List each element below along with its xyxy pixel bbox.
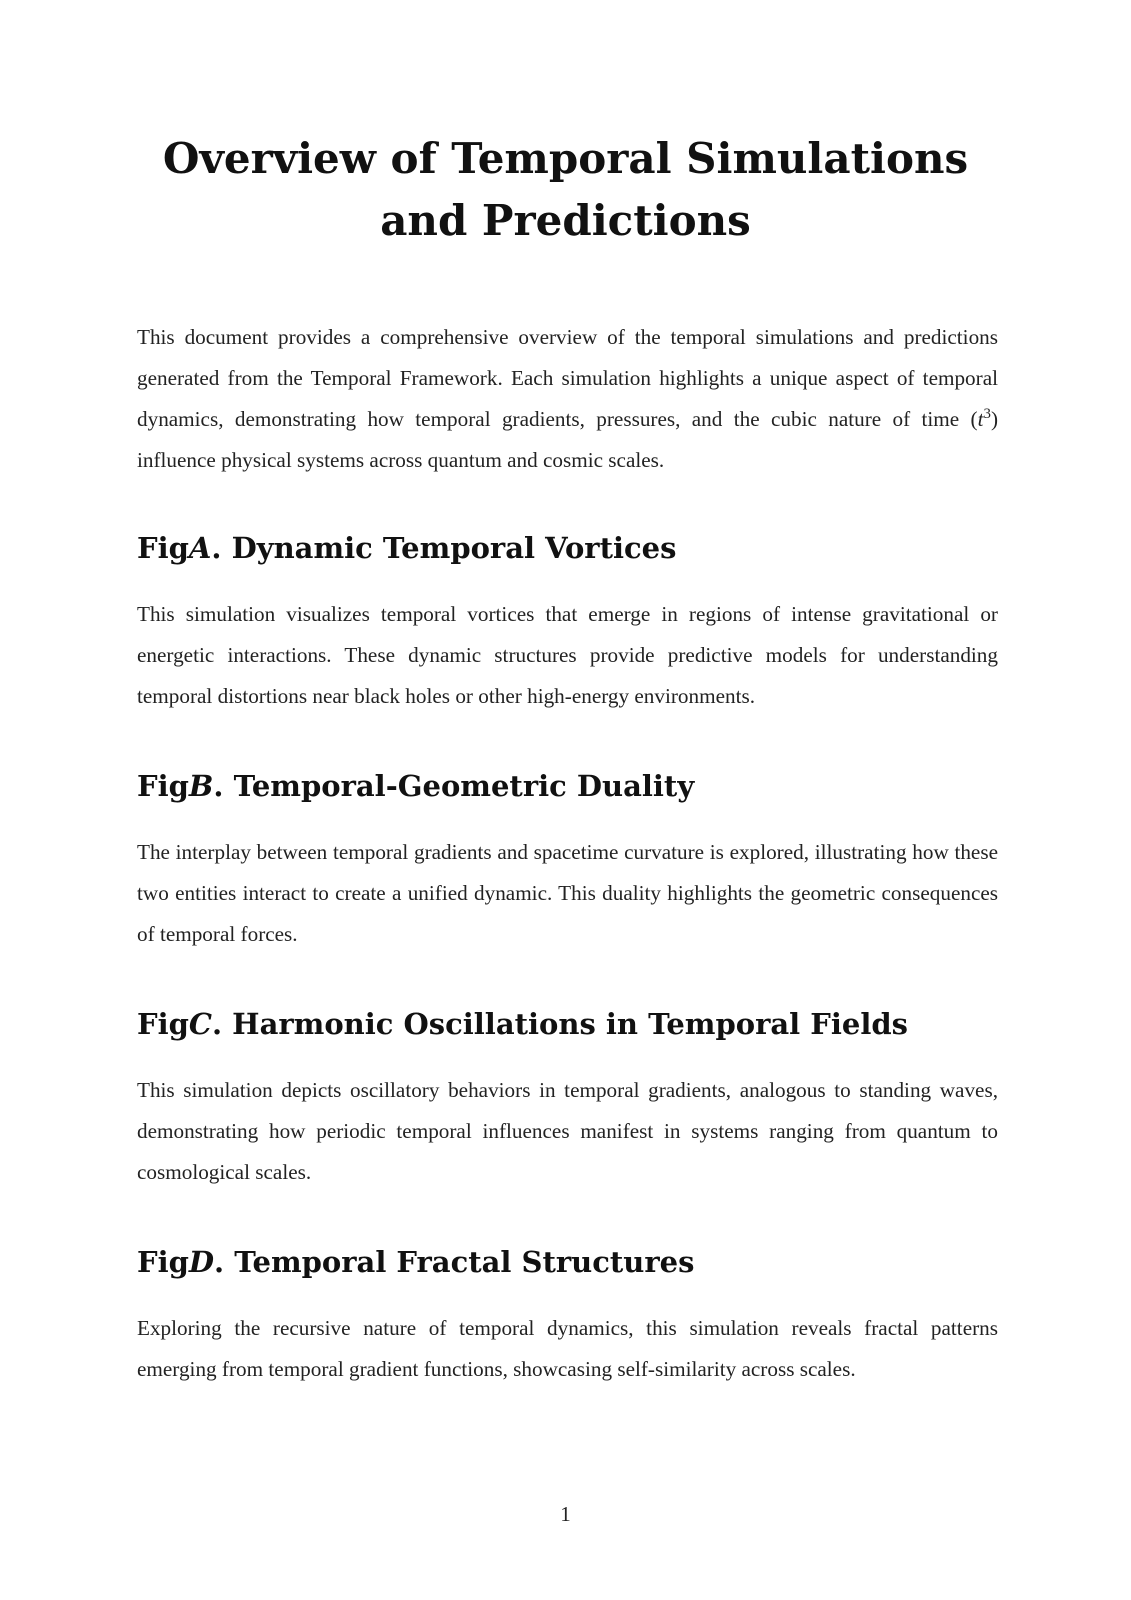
- page-number: 1: [560, 1502, 571, 1526]
- section-heading-fig-d: [137, 1242, 998, 1282]
- fig-prefix: Fig: [137, 1245, 189, 1279]
- section-body-fig-d: Exploring the recursive nature of temporal dynamics, this simulation reveals fractal patterns emerging from temporal gradient functions, showcasing self-similarity across scales.: [137, 1316, 998, 1381]
- fig-prefix: Fig: [137, 769, 189, 803]
- fig-letter: A: [188, 531, 212, 565]
- intro-text-before-math: This document provides a comprehensive overview of the temporal simulations and predictions generated from the Temporal Framework. Each simulation highlights a unique aspect of temporal dynamics, demonstrating how temporal gradients, pressures, and the cubic nature of time (: [137, 325, 998, 431]
- section-heading-fig-c: [137, 1004, 998, 1044]
- document-title: [100, 128, 1031, 252]
- section-title: . Temporal Fractal Structures: [214, 1245, 695, 1279]
- section-body-fig-b: The interplay between temporal gradients and spacetime curvature is explored, illustrating how these two entities interact to create a unified dynamic. This duality highlights the geometric consequences of temporal forces.: [137, 840, 998, 946]
- section-title: . Harmonic Oscillations in Temporal Fields: [211, 1007, 908, 1041]
- fig-letter: D: [188, 1245, 215, 1279]
- fig-prefix: Fig: [137, 531, 189, 565]
- fig-prefix: Fig: [137, 1007, 189, 1041]
- section-body-fig-a: This simulation visualizes temporal vortices that emerge in regions of intense gravitational or energetic interactions. These dynamic structures provide predictive models for understanding temporal distortions near black holes or other high-energy environments.: [137, 602, 998, 708]
- intro-text-after-math: ) influence physical systems across quantum and cosmic scales.: [137, 407, 998, 472]
- section-title: . Dynamic Temporal Vortices: [211, 531, 677, 565]
- fig-letter: B: [188, 769, 214, 803]
- section-heading-fig-b: [137, 766, 998, 806]
- section-heading-fig-a: [137, 528, 998, 568]
- section-body-fig-c: This simulation depicts oscillatory behaviors in temporal gradients, analogous to standing waves, demonstrating how periodic temporal influences manifest in systems ranging from quantum to cosmological scales.: [137, 1078, 998, 1184]
- section-title: . Temporal-Geometric Duality: [213, 769, 695, 803]
- intro-paragraph: [137, 317, 998, 481]
- fig-letter: C: [188, 1007, 212, 1041]
- title-line-2: and Predictions: [380, 196, 751, 245]
- math-variable-t: t: [977, 407, 984, 431]
- math-exponent: 3: [983, 405, 991, 422]
- title-line-1: Overview of Temporal Simulations: [162, 134, 969, 183]
